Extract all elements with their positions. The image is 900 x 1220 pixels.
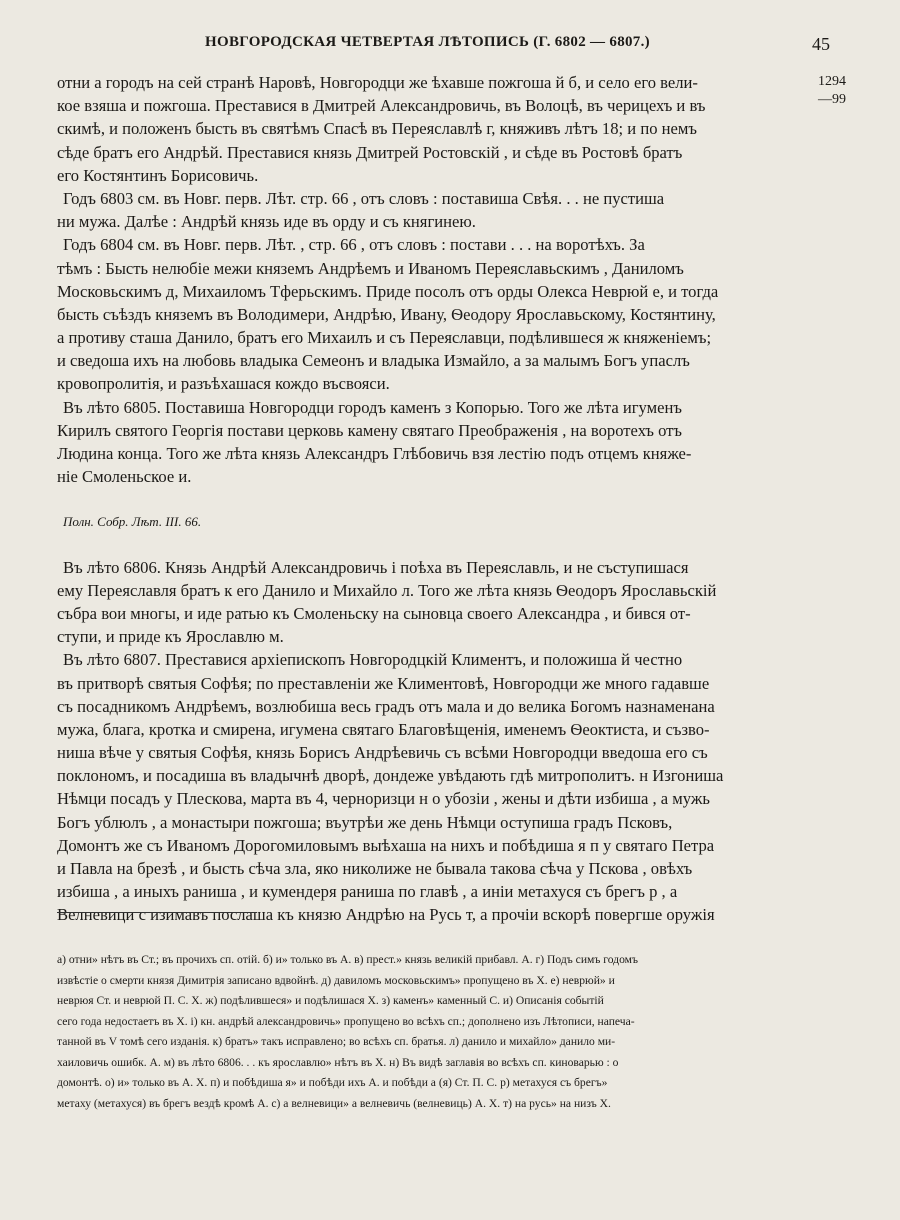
text-line: ніе Смоленьское и. xyxy=(57,467,192,487)
footnotes xyxy=(57,950,817,1114)
page-number: 45 xyxy=(812,34,830,54)
text-line: и сведоша ихъ на любовь владыка Семеонъ и владыка Измайло, а за малымъ Богъ упаслъ xyxy=(57,351,690,371)
text-line: Людина конца. Того же лѣта князь Александръ Глѣбовичь взя лестію подъ отцемъ княже- xyxy=(57,444,692,463)
text-line: Въ лѣто 6806. Князь Андрѣй Александровичь і поѣха въ Переяславль, и не съступишася xyxy=(63,557,689,577)
footnote-line: танной въ V томѣ сего изданія. к) братъ» такъ исправлено; во всѣхъ сп. братья. л) данило и михайло» данило ми- xyxy=(57,1035,616,1048)
text-line: Велневици с изимавъ послаша къ князю Андрѣю на Русь т, а прочіи вскорѣ повергше оружія xyxy=(57,905,715,925)
footnote-line: а) отни» нѣтъ въ Ст.; въ прочихъ сп. отій. б) и» только въ А. в) прест.» князь великій прибавл. А. г) Подъ симъ годомъ xyxy=(57,953,638,966)
footnote-line: хаиловичь ошибк. А. м) въ лѣто 6806. . . къ ярославлю» нѣтъ въ Х. н) Въ видѣ заглавія во всѣхъ сп. киноварью : о xyxy=(57,1055,619,1069)
text-line: Годъ 6803 см. въ Новг. перв. Лѣт. стр. 66 , отъ словъ : поставиша Свѣя. . . не пустиша xyxy=(63,188,665,208)
text-line: Кирилъ святого Георгія постави церковь камену святаго Преображенія , на воротехъ отъ xyxy=(57,420,683,440)
text-line: Домонтъ же съ Иваномъ Дорогомиловымъ выѣхаша на нихъ и побѣдиша я п у святаго Петра xyxy=(57,835,715,855)
text-line: ступи, и приде къ Ярославлю м. xyxy=(57,627,284,647)
text-line: Нѣмци посадъ у Плескова, марта въ 4, черноризци н о убозіи , жены и дѣти избиша , а мужь xyxy=(57,789,710,809)
text-line: събра вои многы, и иде ратью къ Смоленьску на сыновца своего Александра , и бився от- xyxy=(57,603,691,623)
text-line: а противу сташа Данило, братъ его Михаилъ и съ Переяславци, подѣлившеся ж княженіемъ; xyxy=(57,328,712,348)
text-line: ни мужа. Далѣе : Андрѣй князь иде въ орду и съ княгинею. xyxy=(57,212,476,232)
text-line: скимѣ, и положенъ бысть въ святѣмъ Спасѣ въ Переяславлѣ г, княживъ лѣтъ 18; и по немъ xyxy=(57,119,697,139)
spacer xyxy=(57,488,817,510)
text-line: кровопролитія, и разъѣхашася кождо въсвояси. xyxy=(57,374,390,394)
text-line: ниша вѣче у святыя Софѣя, князь Борисъ Андрѣевичь съ всѣми Новгородци введоша его съ xyxy=(57,743,708,763)
footnote-line: неврюя Ст. и неврюй П. С. Х. ж) подѣлившеся» и подѣлишася Х. з) каменъ» каменный С. и) Описанія событій xyxy=(57,994,604,1007)
text-line: съ посадникомъ Андрѣемъ, возлюбиша весь градъ отъ мала и до велика Богомъ назнаменана xyxy=(57,696,715,716)
text-line: и Павла на брезѣ , и бысть сѣча зла, яко николиже не бывала такова сѣча у Пскова , овѣхъ xyxy=(57,859,693,878)
text-line: бысть съѣздъ княземъ въ Володимери, Андрѣю, Ивану, Ѳеодору Ярославьскому, Костянтину, xyxy=(57,304,716,324)
footnote-line: сего года недостаетъ въ Х. і) кн. андрѣй александровичь» пропущено во всѣхъ сп.; дополнено изъ Лѣтописи, напеча- xyxy=(57,1014,635,1028)
footnote-line: метаху (метахуся) въ брегъ вездѣ кромѣ А. с) а велневици» а велневичь (велневиць) А. Х. т) на русь» на низъ Х. xyxy=(57,1096,611,1110)
text-line: Въ лѣто 6807. Преставися архіепископъ Новгородцкій Климентъ, и положиша й честно xyxy=(63,650,683,670)
text-line: отни а городъ на сей странѣ Наровѣ, Новгородци же ѣхавше пожгоша й б, и село его вели- xyxy=(57,73,698,92)
footnote-divider xyxy=(57,912,257,913)
footnote-line: извѣстіе о смерти князя Димитрія записано вдвойнѣ. д) давиломъ московьскимъ» пропущено въ Х. е) неврюй» и xyxy=(57,973,615,987)
margin-year: 1294 xyxy=(818,74,846,89)
text-line: сѣде братъ его Андрѣй. Преставися князь Дмитрей Ростовскій , и сѣде въ Ростовѣ братъ xyxy=(57,142,683,162)
text-line: Московьскимъ д, Михаиломъ Тферьскимъ. Приде посолъ отъ орды Олекса Неврюй е, и тогда xyxy=(57,281,719,301)
text-line: поклономъ, и посадиша въ владычнѣ дворѣ, дондеже увѣдають гдѣ митрополитъ. н Изгониша xyxy=(57,766,724,786)
text-line: избиша , а иныхъ раниша , и кумендеря раниша по главѣ , а иніи метахуся съ брегъ р , а xyxy=(57,882,678,902)
chronicle-text xyxy=(57,71,817,927)
footnote-line: домонтѣ. о) и» только въ А. Х. п) и побѣдиша я» и побѣди ихъ А. и побѣди а (я) Ст. П. С. р) метахуся съ брегъ» xyxy=(57,1076,608,1089)
text-line: кое взяша и пожгоша. Преставися в Дмитрей Александровичь, въ Волоцѣ, въ черицехъ и въ xyxy=(57,96,706,116)
text-line: тѣмъ : Бысть нелюбіе межи княземъ Андрѣемъ и Иваномъ Переяславьскимъ , Даниломъ xyxy=(57,258,684,278)
text-line: Въ лѣто 6805. Поставиша Новгородци городъ каменъ з Копорью. Того же лѣта игуменъ xyxy=(63,397,682,417)
spacer xyxy=(57,534,817,556)
margin-year-end: —99 xyxy=(818,92,846,107)
text-line: мужа, блага, кротка и смирена, игумена святаго Благовѣщенія, именемъ Ѳеоктиста, и съзво- xyxy=(57,719,710,739)
running-header: НОВГОРОДСКАЯ ЧЕТВЕРТАЯ ЛѢТОПИСЬ (Г. 6802 — 6807.) xyxy=(205,34,650,50)
text-line: ему Переяславля братъ к его Данило и Михайло л. Того же лѣта князь Ѳеодоръ Ярославьскій xyxy=(57,580,717,600)
text-line: въ притворѣ святыя Софѣя; по преставленіи же Климентовѣ, Новгородци же много гадавше xyxy=(57,673,710,693)
text-line: Годъ 6804 см. въ Новг. перв. Лѣт. , стр. 66 , отъ словъ : постави . . . на воротѣхъ. За xyxy=(63,235,645,255)
text-line: Богъ ублюлъ , а монастыри пожгоша; въутрѣи же день Нѣмци оступиша градъ Псковъ, xyxy=(57,812,673,832)
text-line: его Костянтинъ Борисовичь. xyxy=(57,165,259,185)
source-reference: Полн. Собр. Лѣт. III. 66. xyxy=(63,514,202,530)
